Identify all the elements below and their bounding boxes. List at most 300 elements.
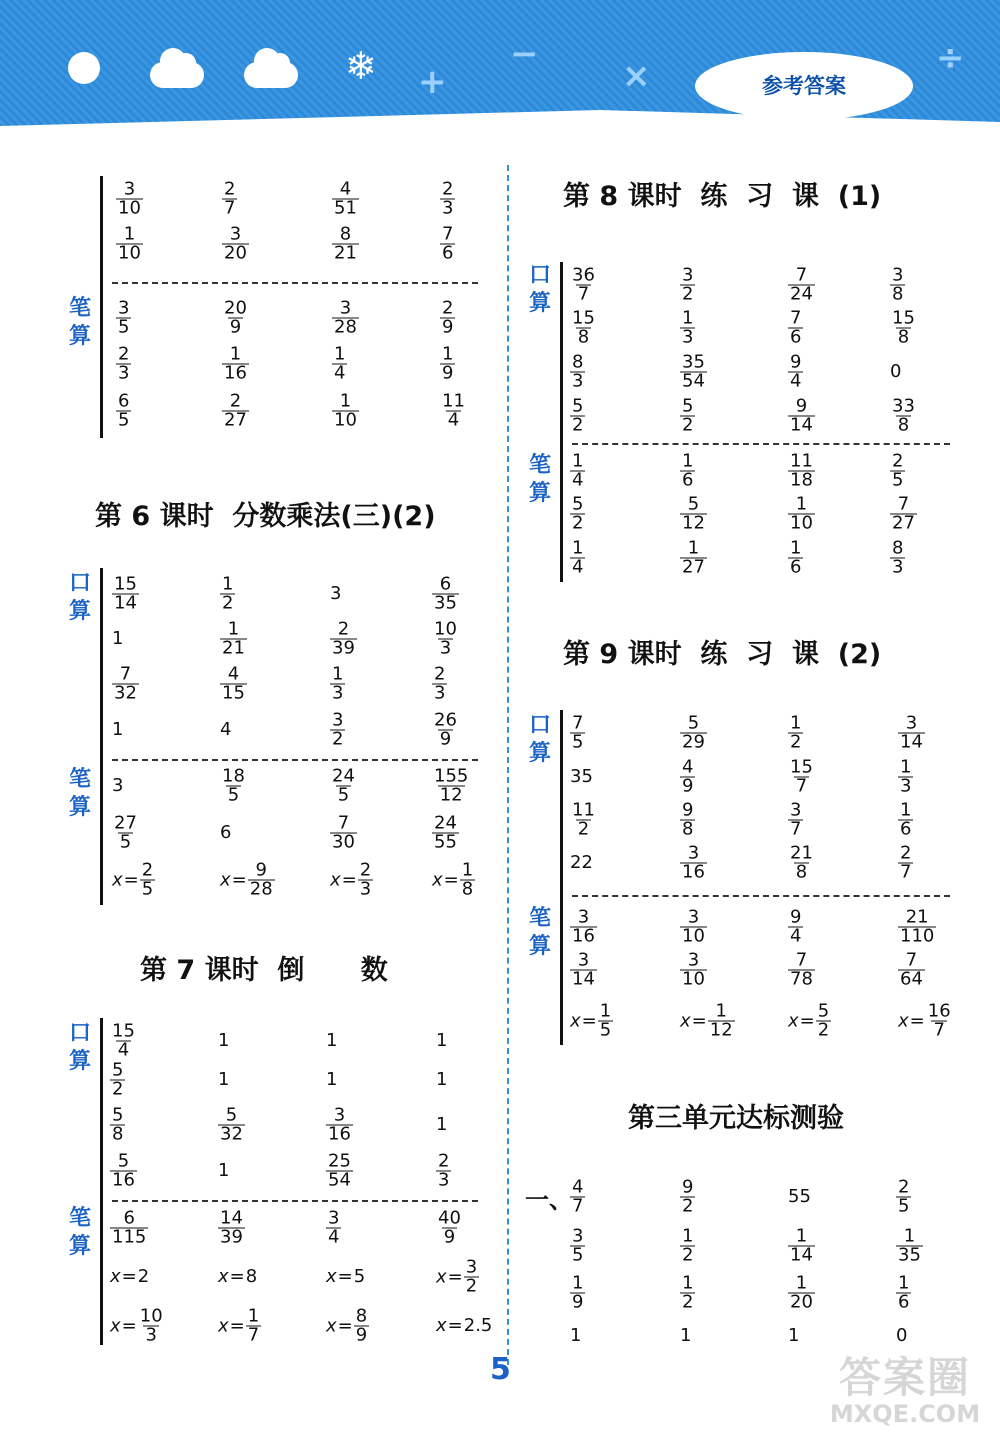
denominator: 4 [117, 1039, 130, 1061]
answer-cell [680, 906, 707, 947]
answer-cell [112, 663, 139, 704]
lesson6-title: 第 6 课时 分数乘法(三)(2) [95, 501, 436, 532]
variable-x: x [112, 869, 123, 890]
fraction [788, 1272, 815, 1313]
numerator: 1 [900, 756, 912, 778]
fraction [354, 1305, 369, 1346]
answer-cell [680, 1225, 695, 1266]
numerator: 21 [905, 906, 929, 928]
fraction [680, 307, 695, 348]
lesson7-title: 第 7 课时 倒 数 [140, 955, 388, 986]
fraction [140, 859, 155, 900]
denominator: 3 [572, 370, 584, 392]
answer-cell [680, 395, 695, 436]
denominator: 10 [682, 925, 705, 947]
fraction [432, 812, 459, 853]
answer-cell [218, 1032, 229, 1050]
column-divider [507, 165, 509, 1365]
fraction [926, 1000, 953, 1041]
answer-value: 1 [788, 1325, 800, 1346]
numerator: 1 [682, 1225, 694, 1247]
numerator: 35 [682, 351, 705, 373]
variable-x: x [570, 1010, 581, 1031]
numerator: 3 [123, 178, 136, 200]
answer-value: 35 [570, 766, 593, 787]
answer-value: 4 [220, 719, 232, 740]
denominator: 54 [328, 1169, 351, 1191]
denominator: 6 [898, 1291, 910, 1313]
answer-cell [896, 1176, 911, 1217]
variable-x: x [330, 869, 341, 890]
answer-cell [570, 1000, 613, 1041]
equals-sign: = [229, 1315, 245, 1336]
fraction [570, 395, 585, 436]
answer-cell [332, 178, 359, 219]
fraction [788, 537, 803, 578]
denominator: 78 [790, 968, 813, 990]
fraction [890, 537, 905, 578]
numerator: 1 [903, 1225, 916, 1247]
block1-bracket-line [100, 176, 103, 438]
answer-cell [788, 906, 803, 947]
denominator: 8 [795, 861, 808, 883]
watermark-url: MXQE.COM [829, 1400, 981, 1429]
denominator: 30 [332, 831, 355, 853]
answer-cell [440, 178, 455, 219]
denominator: 27 [224, 409, 247, 431]
answer-cell [680, 307, 695, 348]
equation-solution [220, 859, 275, 900]
variable-x: x [326, 1315, 337, 1336]
denominator: 2 [790, 731, 802, 753]
answer-cell [570, 537, 585, 578]
denominator: 7 [572, 1195, 584, 1217]
equals-sign: = [581, 1010, 597, 1031]
answer-cell [680, 450, 695, 491]
answer-cell [330, 585, 341, 603]
fraction [332, 178, 359, 219]
answer-cell [890, 493, 917, 534]
numerator: 1 [682, 307, 694, 329]
lesson9-written-calc-label: 笔算 [528, 906, 551, 959]
numerator: 5 [112, 1104, 124, 1126]
answer-cell [788, 756, 815, 797]
denominator: 39 [220, 1226, 243, 1248]
fraction [788, 307, 803, 348]
denominator: 28 [334, 316, 357, 338]
equation-solution [436, 1315, 492, 1336]
answer-cell [896, 1327, 907, 1345]
fraction [890, 264, 905, 305]
numerator: 1 [572, 1272, 584, 1294]
numerator: 1 [795, 1272, 808, 1294]
numerator: 1 [790, 712, 802, 734]
fraction [570, 1176, 585, 1217]
answer-cell [432, 618, 459, 659]
numerator: 15 [114, 573, 137, 595]
denominator: 2 [222, 592, 234, 614]
denominator: 7 [795, 775, 808, 797]
equation-solution [432, 859, 475, 900]
answer-cell [326, 1071, 337, 1089]
fraction [680, 450, 695, 491]
numerator: 3 [572, 1225, 584, 1247]
fraction [680, 842, 707, 883]
answer-cell [432, 765, 470, 806]
denominator: 20 [790, 1291, 813, 1313]
denominator: 18 [790, 469, 813, 491]
fraction [890, 450, 905, 491]
denominator: 21 [334, 242, 357, 264]
fraction [220, 573, 235, 614]
rain-cloud-icon [244, 62, 298, 88]
numerator: 5 [687, 712, 700, 734]
answer-value: 22 [570, 852, 593, 873]
fraction [440, 390, 467, 431]
fraction [680, 537, 707, 578]
sun-icon [68, 52, 100, 84]
answer-cell [898, 1000, 953, 1041]
answer-cell [890, 307, 917, 348]
lesson8-title: 第 8 课时 练 习 课 (1) [563, 181, 882, 212]
answer-cell [788, 351, 803, 392]
denominator: 12 [439, 784, 463, 806]
numerator: 155 [434, 765, 469, 787]
equation-solution [110, 1305, 165, 1346]
denominator: 27 [892, 512, 915, 534]
answer-value: 2 [137, 1266, 150, 1287]
numerator: 20 [224, 297, 247, 319]
fraction [222, 178, 237, 219]
answer-cell [896, 1225, 923, 1266]
numerator: 1 [572, 537, 584, 559]
answer-cell [570, 1327, 581, 1345]
answer-cell [436, 1317, 492, 1335]
answer-cell [898, 949, 925, 990]
answer-cell [222, 390, 249, 431]
answer-cell [898, 799, 913, 840]
fraction [220, 663, 247, 704]
fraction [326, 1150, 353, 1191]
answer-cell [680, 712, 707, 753]
fraction [680, 799, 695, 840]
answer-cell [570, 264, 597, 305]
fraction [332, 223, 359, 264]
denominator: 9 [355, 1324, 368, 1346]
answer-cell [220, 721, 231, 739]
denominator: 29 [682, 731, 705, 753]
numerator: 9 [795, 395, 808, 417]
numerator: 18 [222, 765, 245, 787]
denominator: 21 [222, 637, 245, 659]
denominator: 8 [892, 283, 904, 305]
answer-value: 1 [112, 628, 124, 649]
answer-cell [432, 859, 475, 900]
numerator: 9 [790, 351, 802, 373]
answer-value: 1 [218, 1160, 230, 1181]
denominator: 110 [900, 925, 935, 947]
fraction [570, 537, 585, 578]
equation-solution [788, 1000, 831, 1041]
times-icon: × [622, 56, 651, 96]
answer-cell [570, 906, 597, 947]
answer-cell [680, 1272, 695, 1313]
denominator: 2 [332, 728, 344, 750]
lesson7-written-calc-label: 笔算 [68, 1206, 91, 1259]
denominator: 8 [897, 326, 910, 348]
fraction [116, 178, 143, 219]
denominator: 16 [112, 1169, 135, 1191]
denominator: 2 [577, 818, 590, 840]
denominator: 10 [790, 512, 813, 534]
denominator: 4 [790, 925, 802, 947]
fraction [788, 493, 815, 534]
numerator: 4 [339, 178, 352, 200]
answer-value: 1 [218, 1030, 230, 1051]
variable-x: x [432, 869, 443, 890]
answer-value: 1 [436, 1114, 448, 1135]
numerator: 1 [898, 1272, 910, 1294]
denominator: 14 [114, 592, 137, 614]
answer-cell [440, 390, 467, 431]
answer-cell [440, 223, 455, 264]
answer-cell [570, 307, 597, 348]
answer-cell [332, 390, 359, 431]
numerator: 14 [220, 1207, 243, 1229]
denominator: 35 [898, 1244, 921, 1266]
answer-value: 1 [436, 1030, 448, 1051]
answer-value: 6 [220, 822, 232, 843]
answer-cell [680, 1000, 735, 1041]
denominator: 3 [145, 1324, 157, 1346]
denominator: 9 [229, 316, 242, 338]
denominator: 3 [332, 682, 344, 704]
answer-cell [220, 663, 247, 704]
numerator: 1 [599, 1000, 612, 1022]
lesson6-oral-calc-label: 口算 [68, 571, 91, 624]
numerator: 1 [682, 450, 694, 472]
fraction [116, 223, 143, 264]
fraction [436, 1207, 463, 1248]
answer-cell [436, 1032, 447, 1050]
denominator: 4 [447, 409, 460, 431]
answer-value: 2.5 [463, 1315, 493, 1336]
denominator: 5 [337, 784, 350, 806]
answer-cell [326, 1305, 369, 1346]
denominator: 3 [900, 775, 912, 797]
numerator: 2 [359, 859, 372, 881]
answer-cell [680, 493, 707, 534]
answer-cell [570, 949, 597, 990]
answer-value: 0 [890, 361, 902, 382]
fraction [680, 351, 707, 392]
answer-cell [116, 343, 131, 384]
answer-value: 1 [326, 1030, 338, 1051]
block1-written-calc-label: 笔算 [68, 296, 91, 349]
numerator: 3 [577, 906, 590, 928]
answer-value: 3 [330, 583, 342, 604]
fraction [570, 906, 597, 947]
denominator: 7 [790, 818, 802, 840]
answer-cell [330, 709, 345, 750]
numerator: 4 [682, 756, 694, 778]
answer-cell [788, 949, 815, 990]
equation-solution [218, 1266, 257, 1287]
equation-solution [112, 859, 155, 900]
fraction [890, 493, 917, 534]
answer-cell [436, 1116, 447, 1134]
denominator: 2 [682, 283, 694, 305]
numerator: 3 [339, 297, 352, 319]
answer-cell [788, 493, 815, 534]
denominator: 2 [682, 414, 694, 436]
answer-cell [218, 1104, 245, 1145]
fraction [788, 1225, 815, 1266]
numerator: 1 [227, 618, 240, 640]
numerator: 5 [572, 395, 584, 417]
fraction [110, 1059, 125, 1100]
block1-oral-written-divider [112, 282, 478, 284]
denominator: 3 [359, 878, 372, 900]
numerator: 7 [897, 493, 910, 515]
variable-x: x [218, 1266, 229, 1287]
fraction [570, 1272, 585, 1313]
answer-cell [680, 756, 695, 797]
denominator: 28 [249, 878, 273, 900]
answer-cell [788, 537, 803, 578]
fraction [570, 799, 597, 840]
denominator: 12 [682, 512, 705, 534]
numerator: 3 [892, 264, 904, 286]
denominator: 4 [790, 370, 802, 392]
denominator: 2 [572, 512, 584, 534]
answer-cell [332, 343, 347, 384]
fraction [110, 1207, 148, 1248]
fraction [326, 1104, 353, 1145]
answer-cell [326, 1104, 353, 1145]
numerator: 24 [434, 812, 457, 834]
answer-cell [890, 537, 905, 578]
fraction [326, 1207, 341, 1248]
fraction [332, 390, 359, 431]
lesson9-oral-calc-label: 口算 [528, 713, 551, 766]
denominator: 14 [572, 968, 595, 990]
minus-icon: − [510, 34, 539, 74]
answer-cell [110, 1268, 149, 1286]
numerator: 8 [339, 223, 352, 245]
denominator: 24 [790, 283, 813, 305]
denominator: 8 [461, 878, 474, 900]
answer-cell [220, 824, 231, 842]
denominator: 3 [118, 362, 130, 384]
answer-cell [110, 1020, 137, 1061]
fraction [138, 1305, 165, 1346]
fraction [680, 1272, 695, 1313]
denominator: 39 [332, 637, 355, 659]
numerator: 5 [572, 493, 584, 515]
numerator: 3 [687, 906, 700, 928]
denominator: 5 [141, 878, 154, 900]
answer-cell [110, 1150, 137, 1191]
variable-x: x [110, 1266, 121, 1287]
denominator: 14 [900, 731, 923, 753]
denominator: 2 [682, 1291, 694, 1313]
numerator: 3 [682, 264, 694, 286]
lesson6-written-calc-label: 笔算 [68, 767, 91, 820]
numerator: 6 [118, 390, 130, 412]
equals-sign: = [337, 1266, 353, 1287]
fraction [112, 663, 139, 704]
numerator: 40 [438, 1207, 461, 1229]
numerator: 26 [434, 709, 457, 731]
fraction [220, 618, 247, 659]
fraction [890, 395, 917, 436]
equation-solution [218, 1305, 261, 1346]
fraction [220, 765, 247, 806]
fraction [570, 351, 585, 392]
answer-cell [112, 812, 139, 853]
fraction [680, 712, 707, 753]
answer-cell [220, 573, 235, 614]
denominator: 7 [577, 283, 590, 305]
answer-cell [218, 1268, 257, 1286]
answer-cell [570, 351, 585, 392]
answer-cell [220, 765, 247, 806]
numerator: 1 [795, 1225, 808, 1247]
answer-cell [330, 859, 373, 900]
answer-cell [436, 1207, 463, 1248]
answer-cell [570, 1176, 585, 1217]
watermark-logo-text: 答案圈 [838, 1353, 971, 1402]
lesson7-oral-written-divider [112, 1200, 478, 1202]
equals-sign: = [231, 869, 247, 890]
fraction [358, 859, 373, 900]
numerator: 1 [123, 223, 136, 245]
fraction [896, 1272, 911, 1313]
answer-cell [332, 223, 359, 264]
numerator: 5 [225, 1104, 238, 1126]
numerator: 2 [229, 390, 242, 412]
numerator: 27 [114, 812, 137, 834]
answer-cell [222, 178, 237, 219]
fraction [440, 223, 455, 264]
numerator: 7 [572, 712, 584, 734]
fraction [464, 1256, 479, 1297]
numerator: 1 [715, 1000, 727, 1022]
equation-solution [436, 1256, 479, 1297]
denominator: 2 [682, 1244, 694, 1266]
numerator: 3 [790, 799, 802, 821]
numerator: 36 [572, 264, 595, 286]
fraction [680, 906, 707, 947]
answer-cell [112, 859, 155, 900]
denominator: 4 [572, 556, 584, 578]
answer-cell [570, 395, 585, 436]
denominator: 4 [334, 362, 346, 384]
unit3-title: 第三单元达标测验 [628, 1103, 844, 1134]
denominator: 35 [434, 592, 457, 614]
denominator: 7 [933, 1019, 945, 1041]
fraction [570, 264, 597, 305]
answer-cell [112, 573, 139, 614]
section-one-marker: 一、 [525, 1186, 573, 1214]
denominator: 7 [247, 1324, 260, 1346]
answer-value: 8 [245, 1266, 258, 1287]
answer-cell [436, 1150, 451, 1191]
fraction [896, 1176, 911, 1217]
denominator: 3 [438, 1169, 450, 1191]
answer-cell [330, 663, 345, 704]
